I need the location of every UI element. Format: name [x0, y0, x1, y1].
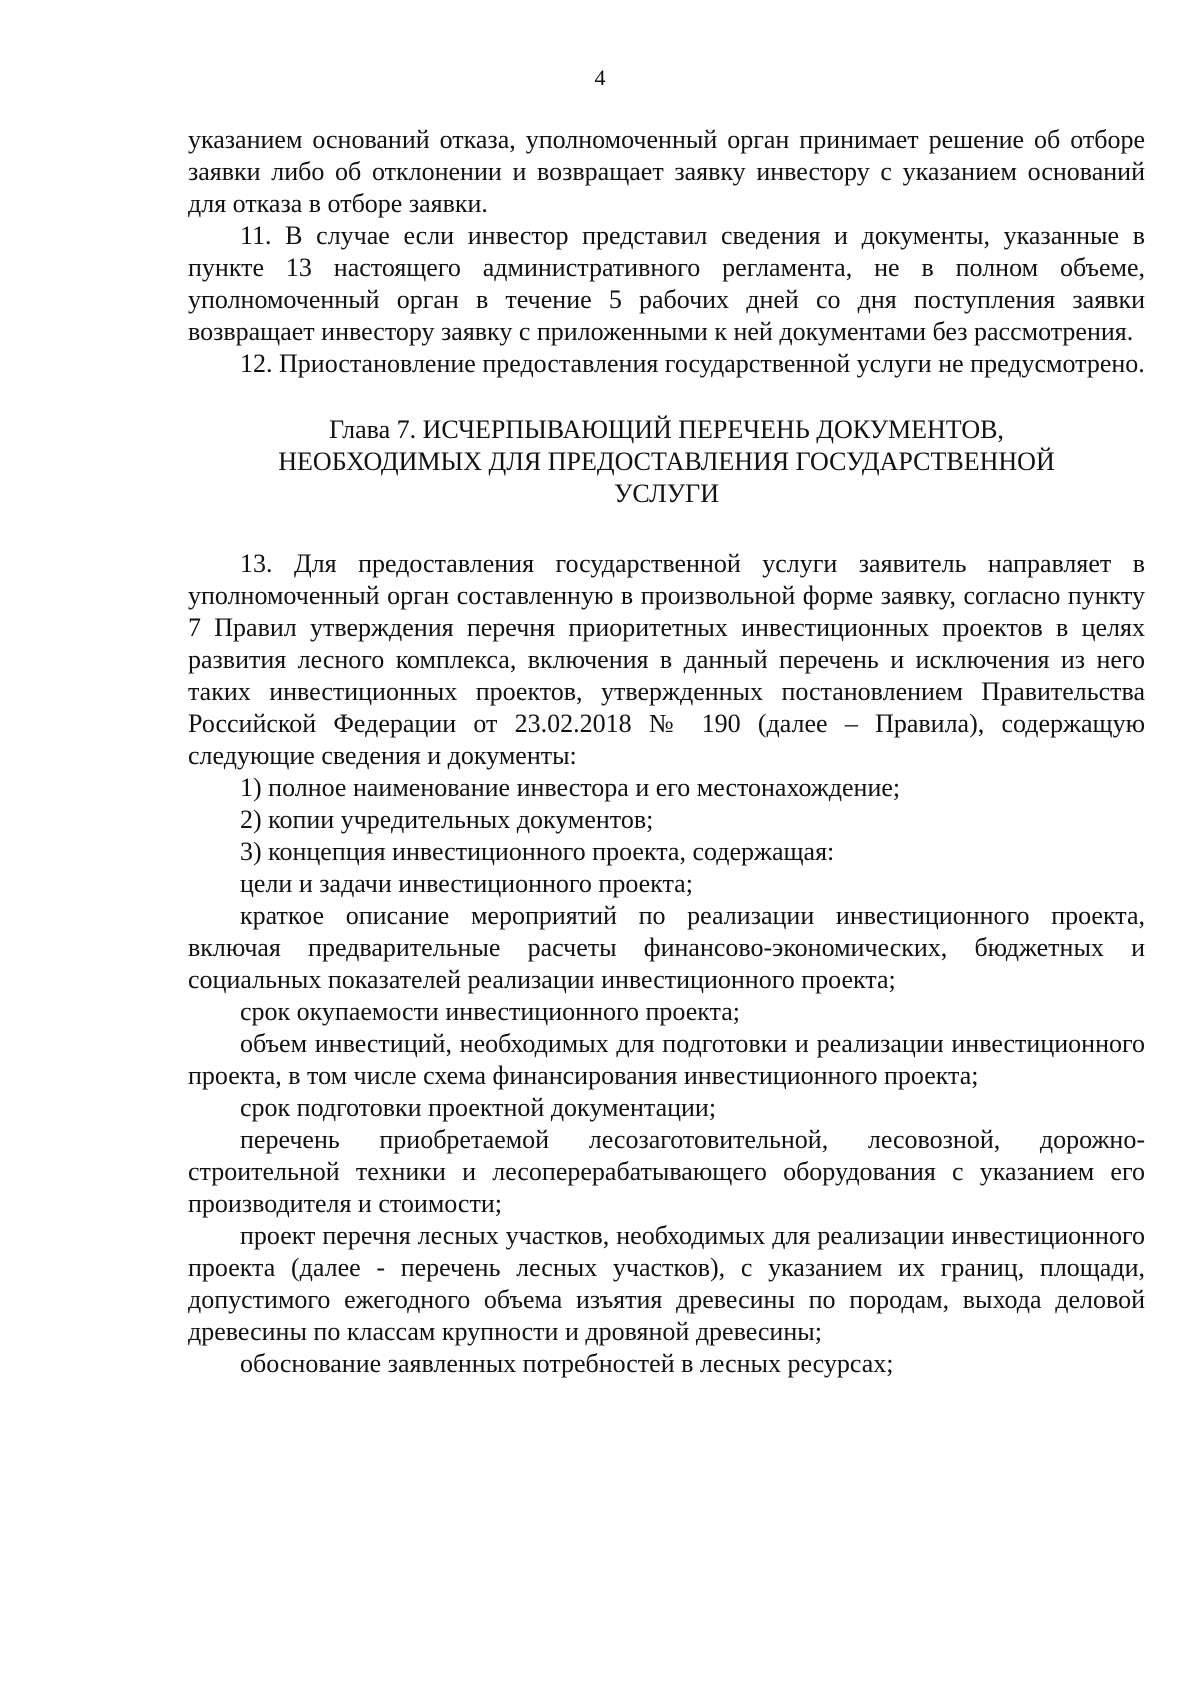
list-item-3: 3) концепция инвестиционного проекта, содержащая:: [240, 837, 835, 866]
sub-item-forest-plots: проект перечня лесных участков, необходимых для реализации инвестиционного проекта (далее - перечень лесных участков), с указанием их границ, площади, допустимого ежегодного объема изъятия древесины по породам, выхода деловой древесины по классам крупности и дровяной древесины;: [188, 1221, 1145, 1346]
sub-item-goals: цели и задачи инвестиционного проекта;: [240, 869, 693, 898]
sub-item-equipment: перечень приобретаемой лесозаготовительной, лесовозной, дорожно-строительной техники и лесоперерабатывающего оборудования с указанием его производителя и стоимости;: [188, 1125, 1145, 1218]
document-body: [188, 124, 1145, 1380]
paragraph-13: 13. Для предоставления государственной услуги заявитель направляет в уполномоченный орган составленную в произвольной форме заявку, согласно пункту 7 Правил утверждения перечня приоритетных инвестиционных проектов в целях развития лесного комплекса, включения в данный перечень и исключения из него таких инвестиционных проектов, утвержденных постановлением Правительства Российской Федерации от 23.02.2018 № 190 (далее – Правила), содержащую следующие сведения и документы:: [188, 549, 1145, 770]
chapter-heading-line-1: Глава 7. ИСЧЕРПЫВАЮЩИЙ ПЕРЕЧЕНЬ ДОКУМЕНТОВ,: [329, 415, 1004, 444]
sub-item-investments: объем инвестиций, необходимых для подготовки и реализации инвестиционного проекта, в том числе схема финансирования инвестиционного проекта;: [188, 1029, 1145, 1090]
chapter-heading-line-3: УСЛУГИ: [614, 479, 719, 508]
sub-item-description: краткое описание мероприятий по реализации инвестиционного проекта, включая предварительные расчеты финансово-экономических, бюджетных и социальных показателей реализации инвестиционного проекта;: [188, 901, 1145, 994]
sub-item-payback: срок окупаемости инвестиционного проекта;: [240, 997, 740, 1026]
sub-item-documentation: срок подготовки проектной документации;: [240, 1093, 717, 1122]
sub-item-justification: обоснование заявленных потребностей в лесных ресурсах;: [240, 1349, 894, 1378]
paragraph-11: 11. В случае если инвестор представил сведения и документы, указанные в пункте 13 настоящего административного регламента, не в полном объеме, уполномоченный орган в течение 5 рабочих дней со дня поступления заявки возвращает инвестору заявку с приложенными к ней документами без рассмотрения.: [188, 221, 1145, 346]
paragraph-12: 12. Приостановление предоставления государственной услуги не предусмотрено.: [240, 349, 1145, 378]
list-item-1: 1) полное наименование инвестора и его местонахождение;: [240, 773, 901, 802]
paragraph-continuation: указанием оснований отказа, уполномоченный орган принимает решение об отборе заявки либо об отклонении и возвращает заявку инвестору с указанием оснований для отказа в отборе заявки.: [188, 125, 1145, 218]
chapter-heading: [188, 414, 1145, 510]
list-item-2: 2) копии учредительных документов;: [240, 805, 654, 834]
chapter-heading-line-2: НЕОБХОДИМЫХ ДЛЯ ПРЕДОСТАВЛЕНИЯ ГОСУДАРСТВЕННОЙ: [278, 447, 1055, 476]
page-number: 4: [594, 65, 606, 90]
